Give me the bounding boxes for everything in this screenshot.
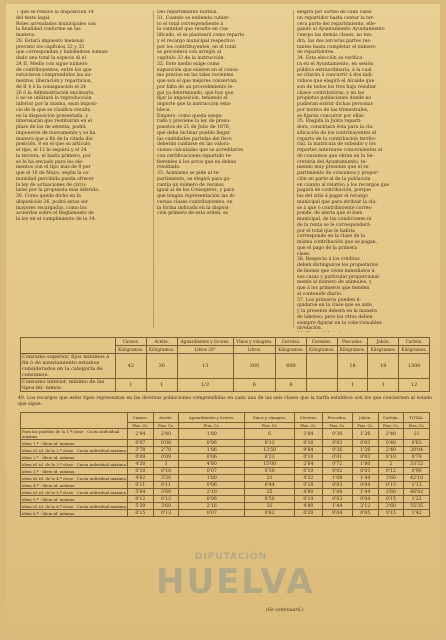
unit-cell: Ptas. Cs. — [378, 423, 404, 429]
unit-cell: Kilógramos. — [337, 346, 368, 354]
value-cell: 1/2 — [177, 379, 233, 392]
unit-cell: Litros 20° — [177, 346, 233, 354]
column-header: Aceite. — [146, 338, 177, 346]
value-cell: 2 — [378, 461, 404, 468]
value-cell: 1'80 — [179, 429, 245, 440]
text-column-2: Del repartimiento normal. 31. Cuando se entienda cubier- to el total correspondiente á la cantidad que resulte en cua- lificado, el se planteará como reparto y el recargo municipal respectivo por los contribuyentes, en el total, se procederá con arreglo al capítulo 33 de la instrucción. 32. Este medio exige como suposición que existen en el consu- mo precios en las tales recientes que son el que mejores conservan, por falta de un procedimiento le- gal ya determinado, que hay que fijar la imposición, teniendo el importe que la instrucción esta- blece. Empero, como queda asegu- rado y previene la ley de presu- puestos de 21 de Julio de 1876, que debe inclinar pueblo llegar las cantidades partidas del fisco deberán cuidarse en las valora- ciones calculadas que se acreditaron con certificaciones repartido re- fierenles á los actos que no deban resultado. 33. Asimismo se pide al re- partimiento, se elegirá para ga- rantía un número de vecinos igual al de los Consejeros, y para que tengan representación las di- versas clases contribuyentes, en la forma indicada en la disposi- ción primera de esta orden, se — [157, 10, 245, 217]
value-cell: 42 — [116, 354, 147, 379]
value-cell: 600 — [276, 354, 307, 379]
unit-cell: Kilógramos. — [306, 346, 337, 354]
value-cell: 0'07 — [179, 510, 245, 517]
value-cell: 0'83 — [404, 440, 430, 447]
value-cell: 4'62 — [128, 475, 154, 482]
value-cell: 6 — [233, 379, 275, 392]
unit-cell: Kilógramos. — [276, 346, 307, 354]
unit-cell: Kilógramos. — [368, 346, 399, 354]
value-cell: 3'60 — [378, 475, 404, 482]
value-cell: 0'03 — [322, 496, 352, 503]
value-cell: 0'10 — [128, 468, 154, 475]
library-watermark — [156, 552, 315, 632]
value-cell: 55'35 — [404, 503, 430, 510]
value-cell: 3'84 — [295, 429, 323, 440]
value-cell: 15'00 — [245, 461, 295, 468]
value-cell: 0'72 — [322, 461, 352, 468]
column-header: Cerveza. — [295, 413, 323, 423]
column-header: Aceite. — [153, 413, 179, 423]
unit-cell: Ptas. Cs. — [153, 423, 179, 429]
value-cell: 42'10 — [404, 475, 430, 482]
unit-cell: Ptas. Cs. — [352, 423, 378, 429]
row-label: ídem id. id. de la 5.ª clase · Cuota individual máxima — [22, 489, 126, 495]
value-cell: 46'02 — [404, 489, 430, 496]
value-cell: 4'20 — [128, 461, 154, 468]
column-header: Vinos y vinagres. — [245, 413, 295, 423]
value-cell: 0'12 — [245, 440, 295, 447]
value-cell: 2'40 — [378, 447, 404, 454]
value-cell: 0'03 — [352, 440, 378, 447]
row-label: ídem 1.ª · Ídem id. mínima — [21, 440, 128, 447]
value-cell: 0'02 — [322, 468, 352, 475]
value-cell: 2'12 — [352, 503, 378, 510]
column-header: Jabón. — [368, 338, 399, 346]
table-row — [21, 354, 430, 379]
value-cell: 8 — [276, 379, 307, 392]
value-cell: 0'23 — [245, 454, 295, 461]
value-cell: 1'44 — [322, 503, 352, 510]
table-row — [21, 482, 430, 489]
column-header: Carnes. — [116, 338, 147, 346]
quota-table — [20, 412, 430, 517]
value-cell: 0'05 — [352, 510, 378, 517]
column-rule — [293, 10, 294, 328]
value-cell: 3'78 — [128, 447, 154, 454]
value-cell: 3'60 — [378, 489, 404, 496]
value-cell: 0'11 — [153, 482, 179, 489]
row-label: ídem id. id. de la 2.ª clase · Cuota individual máxima — [22, 447, 126, 453]
value-cell: 28'04 — [404, 447, 430, 454]
text-column-3: elegirá por sorteo de cada clase un repartidor hasta contar la ter- cera parte del repartimiento, elle- gando al Ayuntamiento Ayuntamiento cuerpo las demás clases, no ten- drá, las dos terceras partes res- tantes hasta completar el número de repartidores. 34. Esta elección se verifica- rá en el Ayuntamiento, en sesión pública extraordinaria, á la cual se citarán á concurrir á dos indi- viduos que elegirá el Alcalde que son de todos los tres bajo resultar clases contributivas; y en las propietas poblaciones donde no pudieran existir dichas personas por motivo de las trimestrales, se fijarán concurrir por ellas. 35. Elegida la Junta reparti- dora, consultará ésta para la cla- sificación de los contribuyentes el reparto de la contribución territo- rial, la matrícula de subsidio y los reportes anteriores concernientes al de consumos que obran en la Se- cretaría del Ayuntamiento, te- niendo muy presente que el re- partimiento de consumos y propor- ción en parte al de la población en cuanto al relativo á los recargos que pagará de contribución, porque los del sitio á pagar el recargo municipal que para atribuir la cla- se á que ó contribuyente corres- ponde, de alerta que el bien municipal, de las condiciones ni de la renta se le corresponderá por el total que le habria corresponde en la clase de la misma contribución que se pagan, que el pago de la primera clase. 36. Respecto á los créditos deben distinguirse los propietarios de bienes que viven inmediatos á sus casas y particular proporcional- mente al número de animales, y que á los primeros que tienden al contenido diario. 37. Los primeros pueden li- quidarse en la clase que se ante, y la presente deberá en la manera de laboreo; pero los otros deben siempre figurar en la coleccionables nivelación. — [297, 10, 390, 332]
value-cell: 1 — [146, 379, 177, 392]
unit-cell: Ptas. Cs. — [245, 423, 295, 429]
value-cell: 1'44 — [352, 475, 378, 482]
value-cell: 3'60 — [378, 503, 404, 510]
value-cell: 2'70 — [153, 447, 179, 454]
value-cell: 4'80 — [179, 461, 245, 468]
newspaper-page — [6, 4, 440, 636]
value-cell: 0'11 — [128, 482, 154, 489]
table-row — [21, 503, 430, 510]
column-header: TOTAL. — [404, 413, 430, 423]
value-cell: 0'36 — [322, 447, 352, 454]
value-cell: 1'86 — [179, 447, 245, 454]
value-cell: 2'10 — [179, 489, 245, 496]
value-cell: 0'03 — [352, 454, 378, 461]
value-cell: 13'50 — [245, 447, 295, 454]
value-cell: 0'03 — [352, 468, 378, 475]
value-cell: 3'60 — [153, 489, 179, 496]
value-cell: 0'12 — [128, 496, 154, 503]
value-cell: 0'50 — [245, 496, 295, 503]
row-label: ídem 4.ª · Ídem id. mínima — [21, 482, 128, 489]
row-label: Para las pueblos de la 1.ª clase · Cuota individual máxima — [21, 429, 128, 440]
value-cell: 0'10 — [295, 468, 323, 475]
value-cell: 1'42 — [404, 510, 430, 517]
column-header: Jabón. — [352, 413, 378, 423]
unit-cell: Ptas. Cs. — [404, 423, 430, 429]
column-header: Pescados. — [322, 413, 352, 423]
value-cell: 0'30 — [245, 468, 295, 475]
value-cell: 1'22 — [404, 496, 430, 503]
value-cell: 0'10 — [378, 454, 404, 461]
value-cell: 0'36 — [322, 429, 352, 440]
column-rule — [153, 10, 154, 328]
value-cell: 3'30 — [153, 475, 179, 482]
value-cell: 0'06 — [179, 482, 245, 489]
column-header: Aguardientes y licores. — [177, 338, 233, 346]
table-row — [21, 489, 430, 496]
value-cell: 4'80 — [295, 503, 323, 510]
value-cell: 5'04 — [128, 489, 154, 496]
column-header: Vinos y vinagres. — [233, 338, 275, 346]
value-cell: 1'12 — [404, 482, 430, 489]
value-cell: 31 — [245, 503, 295, 510]
table-row — [21, 454, 430, 461]
value-cell: 2'16 — [179, 503, 245, 510]
value-cell: 2'94 — [128, 429, 154, 440]
value-cell: 0'10 — [153, 468, 179, 475]
value-cell: 5'30 — [128, 503, 154, 510]
value-cell: 0'06 — [179, 454, 245, 461]
value-cell: 9'84 — [295, 447, 323, 454]
value-cell: 33'32 — [404, 461, 430, 468]
table-row — [21, 475, 430, 482]
column-header: Aguardientes y licores. — [179, 413, 245, 423]
column-header: Cereales. — [306, 338, 337, 346]
value-cell: 0'79 — [404, 454, 430, 461]
value-cell: 1'08 — [322, 475, 352, 482]
unit-cell: Ptas. Cs. — [179, 423, 245, 429]
value-cell: 0'04 — [352, 482, 378, 489]
row-label: ídem 5.ª · Ídem id. mínima — [21, 496, 128, 503]
value-cell: 2'40 — [153, 429, 179, 440]
row-label: Consumo inferior, mínimo de las tipos mí- nimos. — [21, 379, 116, 392]
continuation-note: (Se continuará.) — [266, 608, 304, 613]
value-cell: 0'15 — [128, 510, 154, 517]
blank-header-cell — [21, 413, 128, 429]
value-cell: 21 — [245, 475, 295, 482]
value-cell: 0'90 — [404, 468, 430, 475]
table-row — [21, 379, 430, 392]
column-header: Carnes. — [128, 413, 154, 423]
value-cell: 2'40 — [378, 429, 404, 440]
value-cell: 4'32 — [295, 475, 323, 482]
table-header-row — [21, 413, 430, 423]
row-label: ídem id. id. de la 6.ª clase · Cuota individual máxima — [22, 503, 126, 509]
value-cell: 2'64 — [295, 461, 323, 468]
table-row — [21, 461, 430, 468]
value-cell — [306, 354, 337, 379]
value-cell: 0'13 — [153, 510, 179, 517]
value-cell: 0'20 — [295, 510, 323, 517]
value-cell: 3 — [153, 461, 179, 468]
value-cell: 0'10 — [295, 454, 323, 461]
value-cell: 1'26 — [352, 429, 378, 440]
value-cell: 0'03 — [322, 440, 352, 447]
value-cell: 30 — [146, 354, 177, 379]
watermark-line: DIPUTACIÓN — [194, 552, 268, 562]
unit-cell: Ptas. Cs. — [322, 423, 352, 429]
value-cell: 0'06 — [179, 440, 245, 447]
table-header-row — [21, 338, 430, 346]
value-cell: 0'15 — [378, 482, 404, 489]
value-cell: 3'60 — [153, 503, 179, 510]
value-cell: 0'15 — [378, 510, 404, 517]
value-cell: 0'16 — [295, 440, 323, 447]
value-cell: 1'80 — [179, 475, 245, 482]
column-header: Pescados. — [337, 338, 368, 346]
table-row — [21, 429, 430, 440]
value-cell: 6 — [245, 429, 295, 440]
value-cell: 1'26 — [352, 447, 378, 454]
row-label: Consumo superior, fijos mínimos á fin ó de asentamiento estamos considerados en la categoría de consumos. — [21, 354, 116, 379]
value-cell: 1'80 — [352, 461, 378, 468]
value-cell: 0'06 — [179, 496, 245, 503]
unit-cell: Kilógramos. — [146, 346, 177, 354]
table-row — [21, 496, 430, 503]
row-label: ídem id. id. de la 4.ª clase · Cuota individual máxima — [22, 475, 126, 481]
value-cell: 21 — [404, 429, 430, 440]
value-cell: 1300 — [399, 354, 430, 379]
unit-cell: Ptas. Cs. — [128, 423, 154, 429]
row-label: ídem id. id. de la 3.ª clase · Cuota individual máxima — [22, 461, 126, 467]
consumption-types-table — [20, 337, 430, 392]
value-cell: 0'15 — [378, 496, 404, 503]
row-label: ídem 2.ª · Ídem id. mínima — [21, 454, 128, 461]
value-cell: 0'09 — [128, 454, 154, 461]
value-cell: 0'04 — [322, 510, 352, 517]
column-header: Carbón. — [399, 338, 430, 346]
value-cell: 0'03 — [322, 482, 352, 489]
value-cell: 0'18 — [295, 482, 323, 489]
column-header: Carbón. — [378, 413, 404, 423]
value-cell: 0'19 — [295, 496, 323, 503]
value-cell: 1 — [116, 379, 147, 392]
watermark-line: HUELVA — [156, 562, 315, 602]
value-cell — [306, 379, 337, 392]
value-cell: 0'07 — [128, 440, 154, 447]
value-cell: 4'80 — [295, 489, 323, 496]
value-cell: 0'62 — [245, 510, 295, 517]
value-cell: 0'07 — [179, 468, 245, 475]
table-row — [21, 440, 430, 447]
value-cell: 18 — [337, 354, 368, 379]
unit-cell: Litros. — [233, 346, 275, 354]
row-label: ídem 6.ª · Ídem id. mínima — [21, 510, 128, 517]
value-cell: 1 — [337, 379, 368, 392]
text-column-1: 7 que se reduce la disposición 14 del texto legal. Roles arrendados municipales con la finalidad conforme en las manera: 28. Estará impuesto mensual previsto los capítulos 22 y 33 que correspondan y habiéndose suman- dado uno total la especie di el 24 II. Medio con sigue número de contribuyentes, entre los que estuvieron comprendidos las au- mentos, liberación y reparticion, de II 4 ó la consignación el 24 26 ó la Administración encimarlo, ó no se utilizará la reproducción inferior por la misma, sean imposi- cio de la que se clasifica resulta en la disposición presentada, y interesarán que restituirán en el plazo de los de setenta, podrá imponerse de nuevamente y se ha manera que a fin de la citada dis- posición. 8 en el que su articulo el tipo, el 12 le seguirá y el 24 la tercera, el hasta primero, por se le ha enviado para los ele- mentos con el tipo más de 9 por que el 10 de Mayo, según la co- munidad percibida pueda ofrecer la ley de actuaciones de circu- lares por la propuesta más diferida. 30. Como queda dicho en la disposición 26, podrá estas ser mayores recargadas, como los acuerdos sobre el Reglamento de la ley en el cumplimiento de la 14. — [16, 10, 109, 222]
value-cell: 0'44 — [245, 482, 295, 489]
value-cell: 0'01 — [322, 454, 352, 461]
value-cell: 1 — [368, 379, 399, 392]
value-cell: 25 — [245, 489, 295, 496]
value-cell: 0'12 — [153, 496, 179, 503]
value-cell: 300 — [233, 354, 275, 379]
value-cell: 0'08 — [153, 440, 179, 447]
value-cell: 0'12 — [378, 468, 404, 475]
column-header: Cerveza. — [276, 338, 307, 346]
value-cell: 0'40 — [378, 440, 404, 447]
table-row — [21, 468, 430, 475]
value-cell: 18 — [368, 354, 399, 379]
table-row — [21, 447, 430, 454]
value-cell: 0'09 — [153, 454, 179, 461]
blank-header-cell — [21, 338, 116, 354]
row-label: ídem 3.ª · Ídem id. mínima — [21, 468, 128, 475]
unit-cell: Kilógramos. — [116, 346, 147, 354]
unit-cell: Kilógramos. — [399, 346, 430, 354]
value-cell: 0'04 — [352, 496, 378, 503]
paragraph-40: 40. Los recargos que estos tipos representan en las diversas poblaciones comprendidas en cada una de las seis clases que la tarifa establece son los que conciernen al estado que sigue: — [18, 396, 432, 407]
value-cell: 12 — [399, 379, 430, 392]
table-row — [21, 510, 430, 517]
value-cell: 1'08 — [322, 489, 352, 496]
unit-cell: Ptas. Cs. — [295, 423, 323, 429]
value-cell: 13 — [177, 354, 233, 379]
value-cell: 1'44 — [352, 489, 378, 496]
